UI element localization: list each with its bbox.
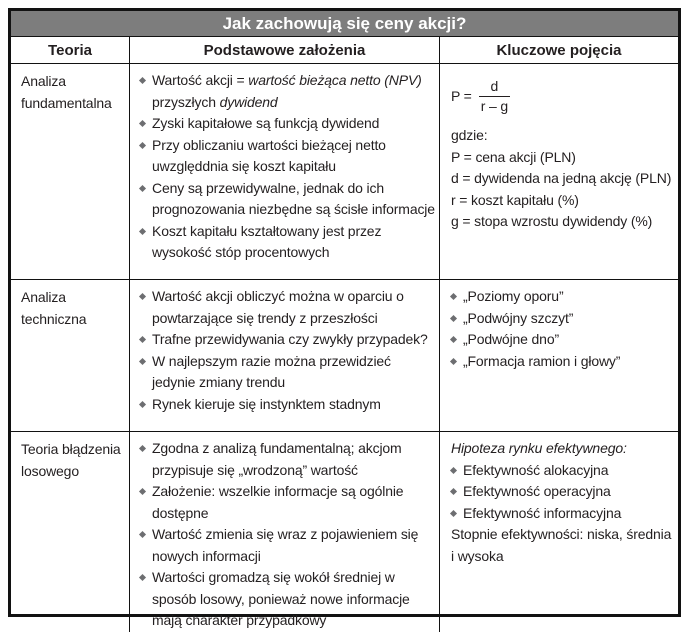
bullet-item: [450, 286, 674, 308]
theory-cell: Analiza fundamentalna: [11, 64, 130, 279]
bullet-item: [450, 503, 674, 525]
concepts-list: [450, 460, 674, 525]
assumptions-list: [139, 286, 435, 415]
bullet-text: [463, 503, 674, 525]
formula-lhs: P =: [451, 87, 472, 104]
bullet-item: [139, 135, 435, 178]
bullet-text: [152, 394, 435, 416]
definition-line: r = koszt kapitału (%): [451, 191, 579, 208]
bullet-text: [152, 135, 435, 178]
diamond-bullet-icon: [139, 531, 146, 538]
text-segment: „Poziomy oporu”: [463, 288, 564, 304]
diamond-bullet-icon: [139, 488, 146, 495]
diamond-bullet-icon: [139, 400, 146, 407]
text-segment: Ceny są przewidywalne, jednak do ich prognozowania niezbędne są ścisłe informacje: [152, 179, 435, 217]
definition-line: d = dywidenda na jedną akcję (PLN): [451, 170, 672, 186]
formula-fraction: [479, 77, 510, 116]
text-segment: Trafne przewidywania czy zwykły przypadek?: [152, 331, 428, 347]
bullet-item: [139, 286, 435, 329]
diamond-bullet-icon: [450, 293, 457, 300]
assumptions-cell: [130, 432, 440, 632]
text-segment: Przy obliczaniu wartości bieżącej netto uwzględdnia się koszt kapitału: [152, 136, 386, 174]
bullet-item: [139, 524, 435, 567]
diamond-bullet-icon: [450, 466, 457, 473]
assumptions-cell: [130, 64, 440, 279]
text-segment: „Formacja ramion i głowy”: [463, 352, 621, 369]
bullet-item: [450, 329, 674, 351]
column-header-kluczowe-pojecia: Kluczowe pojęcia: [496, 41, 622, 59]
theory-cell: Analiza techniczna: [11, 280, 130, 431]
stock-price-theories-table: [8, 8, 681, 628]
concept-text: Stopnie efektywności: niska, średnia i wysoka: [451, 526, 672, 564]
diamond-bullet-icon: [139, 574, 146, 581]
text-segment: Efektywność informacyjna: [463, 504, 622, 521]
diamond-bullet-icon: [450, 336, 457, 343]
text-segment: Efektywność alokacyjna: [463, 461, 609, 478]
bullet-item: [139, 351, 435, 394]
bullet-item: [139, 394, 435, 416]
table-row: [11, 432, 678, 632]
concepts-cell: [440, 280, 678, 431]
concepts-cell: [440, 432, 678, 632]
bullet-item: [139, 221, 435, 264]
bullet-text: [152, 438, 435, 481]
formula-numerator: d: [479, 77, 510, 97]
diamond-bullet-icon: [139, 77, 146, 84]
diamond-bullet-icon: [450, 357, 457, 364]
text-segment: dywidend: [219, 93, 278, 110]
assumptions-list: [139, 70, 435, 264]
bullet-text: [463, 351, 674, 373]
bullet-text: [152, 70, 435, 113]
diamond-bullet-icon: [450, 488, 457, 495]
text-segment: Wartości gromadzą się wokół średniej w sposób losowy, ponieważ nowe informacje mają charakter przypadkowy: [152, 569, 410, 628]
concept-text: Hipoteza rynku efektywnego:: [451, 440, 627, 456]
definition-line: P = cena akcji (PLN): [451, 148, 576, 165]
text-segment: Założenie: wszelkie informacje są ogólnie dostępne: [152, 483, 404, 521]
diamond-bullet-icon: [139, 357, 146, 364]
bullet-item: [450, 481, 674, 503]
diamond-bullet-icon: [139, 227, 146, 234]
theory-cell: Teoria błądzenia losowego: [11, 432, 130, 632]
bullet-text: [463, 460, 674, 482]
bullet-item: [139, 567, 435, 632]
bullet-text: [152, 221, 435, 264]
text-segment: W najlepszym razie można przewidzieć jedynie zmiany trendu: [152, 352, 391, 390]
concepts-cell: [440, 64, 678, 279]
bullet-item: [450, 308, 674, 330]
table-row: [11, 64, 678, 280]
bullet-item: [139, 329, 435, 351]
diamond-bullet-icon: [139, 184, 146, 191]
diamond-bullet-icon: [139, 293, 146, 300]
bullet-text: [152, 567, 435, 632]
assumptions-cell: [130, 280, 440, 431]
column-header-podstawowe-zalozenia: Podstawowe założenia: [130, 37, 440, 63]
bullet-item: [450, 351, 674, 373]
bullet-text: [152, 178, 435, 221]
bullet-item: [139, 70, 435, 113]
bullet-text: [463, 481, 674, 503]
bullet-item: [450, 460, 674, 482]
bullet-text: [463, 308, 674, 330]
bullet-item: [139, 438, 435, 481]
formula-denominator: r – g: [480, 98, 508, 114]
price-formula: [451, 77, 674, 116]
bullet-text: [463, 329, 674, 351]
bullet-text: [152, 481, 435, 524]
text-segment: Zyski kapitałowe są funkcją dywidend: [152, 115, 380, 131]
diamond-bullet-icon: [139, 141, 146, 148]
assumptions-list: [139, 438, 435, 632]
bullet-item: [139, 113, 435, 135]
text-segment: Wartość akcji =: [152, 72, 249, 88]
table-title: Jak zachowują się ceny akcji?: [11, 11, 678, 37]
bullet-text: [152, 113, 435, 135]
bullet-item: [139, 481, 435, 524]
diamond-bullet-icon: [139, 120, 146, 127]
bullet-text: [152, 524, 435, 567]
column-header-teoria: Teoria: [11, 37, 130, 63]
bullet-text: [152, 329, 435, 351]
bullet-text: [463, 286, 674, 308]
diamond-bullet-icon: [450, 509, 457, 516]
text-segment: „Podwójne dno”: [463, 331, 559, 347]
text-segment: Koszt kapitału kształtowany jest przez wysokość stóp procentowych: [152, 222, 382, 260]
table-body: [11, 64, 678, 632]
bullet-item: [139, 178, 435, 221]
table-row: [11, 280, 678, 432]
table-header-row: [11, 37, 678, 64]
text-segment: Zgodna z analizą fundamentalną; akcjom przypisuje się „wrodzoną” wartość: [152, 440, 402, 478]
diamond-bullet-icon: [139, 445, 146, 452]
text-segment: Efektywność operacyjna: [463, 483, 611, 499]
text-segment: przyszłych: [152, 93, 220, 110]
bullet-text: [152, 286, 435, 329]
text-segment: wartość bieżąca netto (NPV): [248, 72, 422, 88]
diamond-bullet-icon: [139, 336, 146, 343]
definition-line: g = stopa wzrostu dywidendy (%): [451, 213, 653, 229]
text-segment: Wartość zmienia się wraz z pojawieniem się nowych informacji: [152, 526, 419, 564]
concepts-list: [450, 286, 674, 372]
text-segment: Wartość akcji obliczyć można w oparciu o powtarzające się trendy z przeszłości: [152, 288, 404, 326]
bullet-text: [152, 351, 435, 394]
diamond-bullet-icon: [450, 314, 457, 321]
text-segment: Rynek kieruje się instynktem stadnym: [152, 395, 381, 412]
concept-text: gdzie:: [451, 127, 488, 143]
text-segment: „Podwójny szczyt”: [463, 309, 574, 326]
